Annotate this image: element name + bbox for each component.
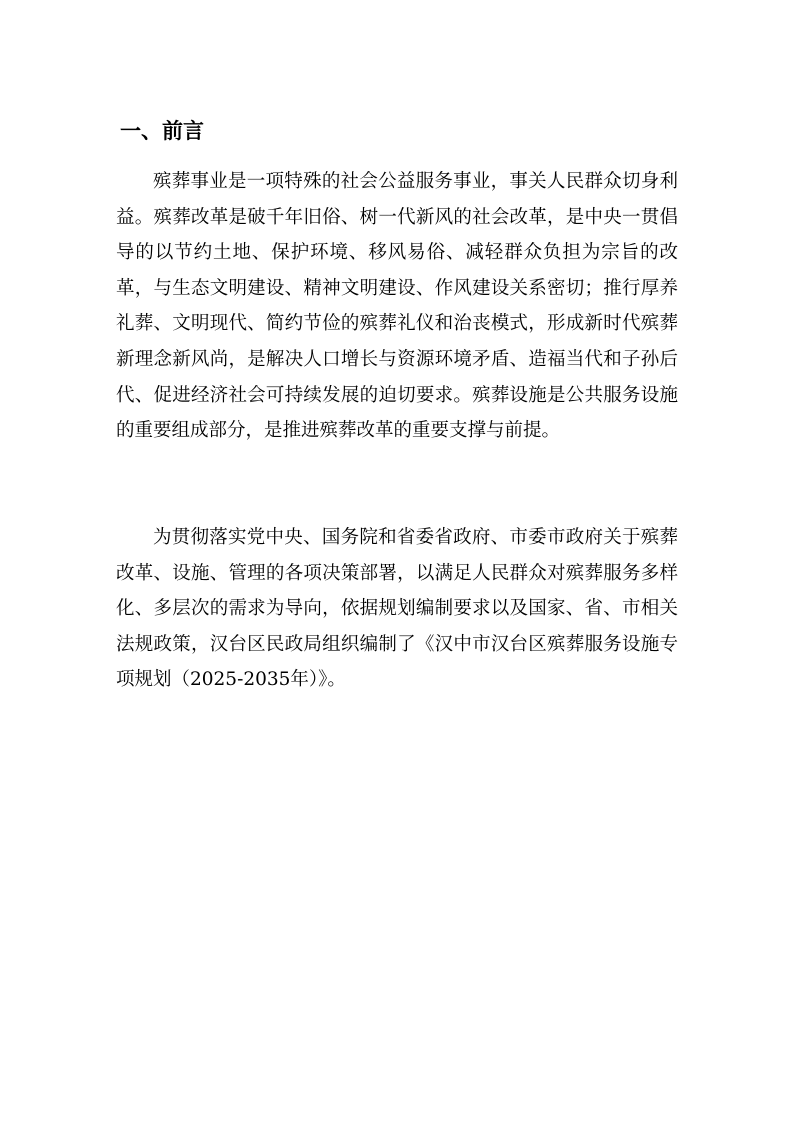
body-paragraph-2: 为贯彻落实党中央、国务院和省委省政府、市委市政府关于殡葬改革、设施、管理的各项决策部署，以满足人民群众对殡葬服务多样化、多层次的需求为导向，依据规划编制要求以及国家、省、市相关法规政策，汉台区民政局组织编制了《汉中市汉台区殡葬服务设施专项规划（2025-2035年）》。 (116, 527, 678, 691)
body-paragraph-1: 殡葬事业是一项特殊的社会公益服务事业，事关人民群众切身利益。殡葬改革是破千年旧俗、树一代新风的社会改革，是中央一贯倡导的以节约土地、保护环境、移风易俗、减轻群众负担为宗旨的改革，与生态文明建设、精神文明建设、作风建设关系密切；推行厚养礼葬、文明现代、简约节俭的殡葬礼仪和治丧模式，形成新时代殡葬新理念新风尚，是解决人口增长与资源环境矛盾、造福当代和子孙后代、促进经济社会可持续发展的迫切要求。殡葬设施是公共服务设施的重要组成部分，是推进殡葬改革的重要支撑与前提。 (116, 171, 678, 442)
section-heading: 一、前言 (120, 119, 204, 143)
